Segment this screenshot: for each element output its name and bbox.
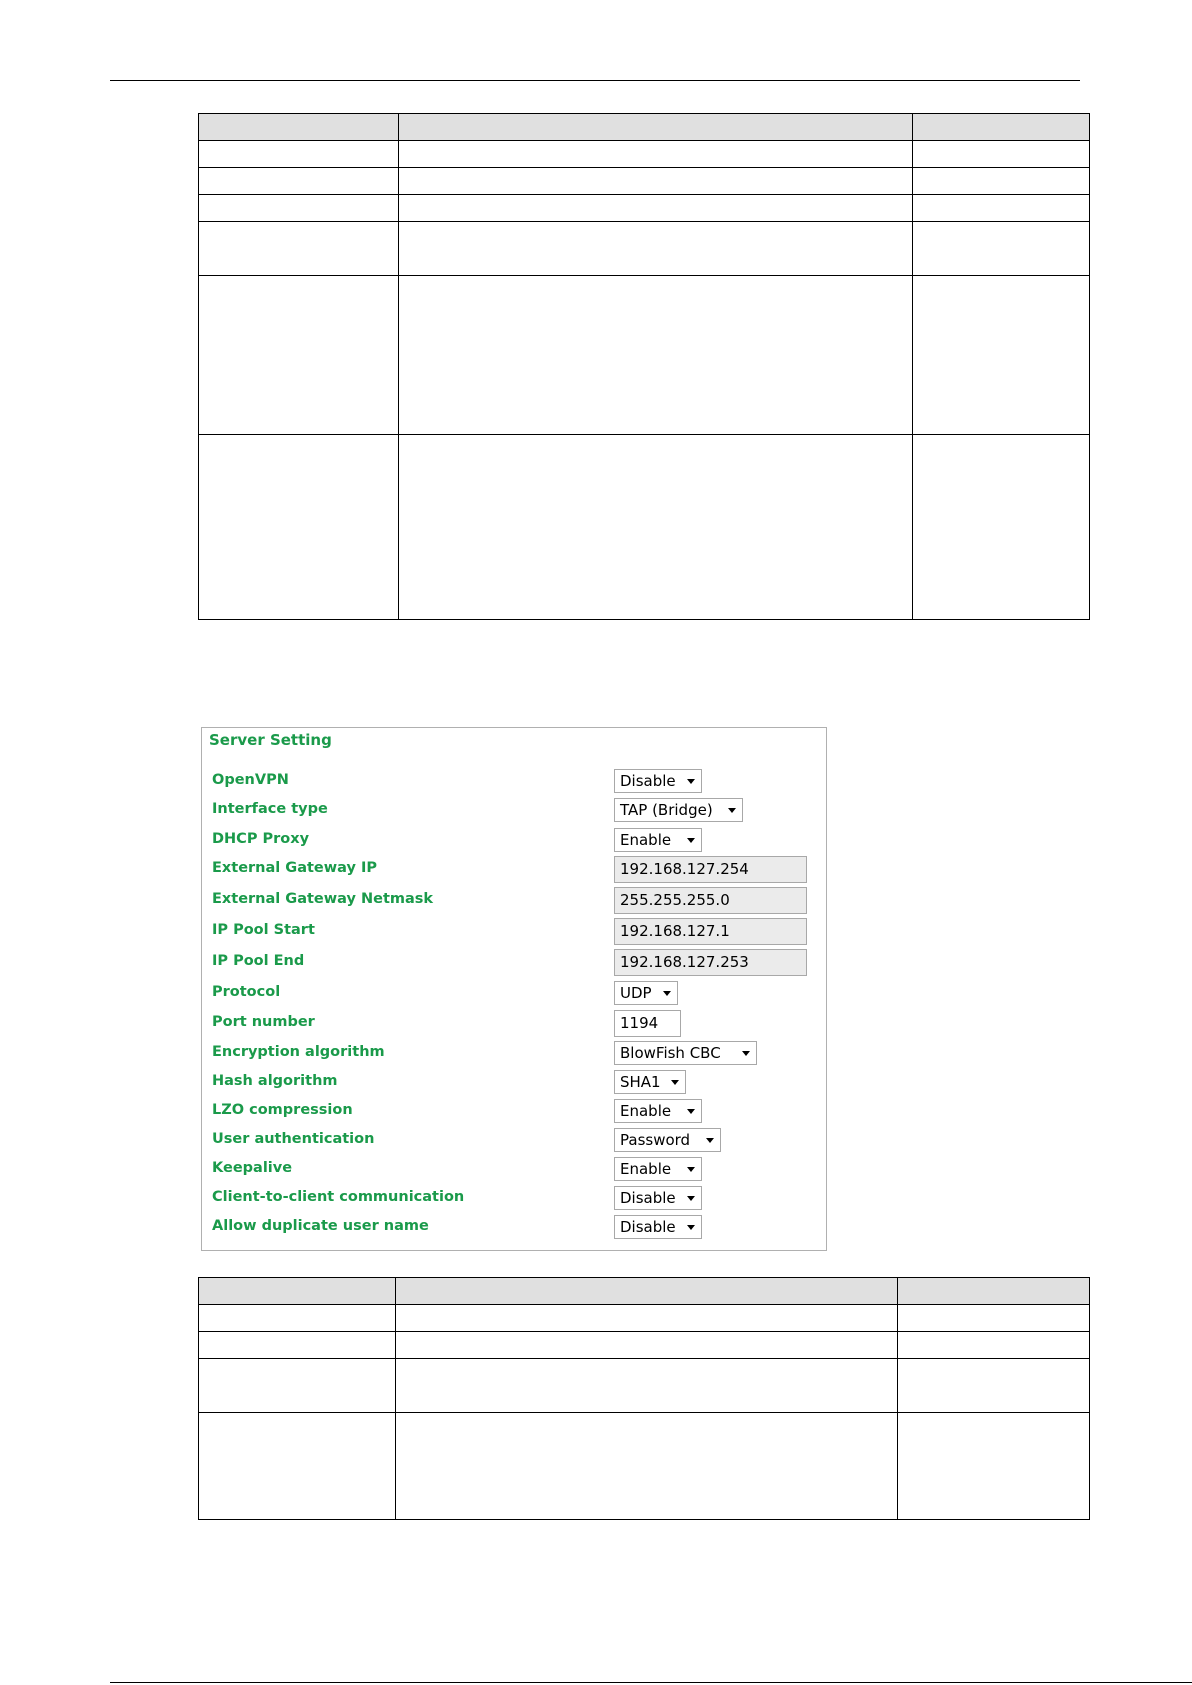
- ip-pool-start-label: IP Pool Start: [212, 922, 315, 938]
- footer-rule: [110, 1682, 1192, 1683]
- chevron-down-icon: [671, 1080, 679, 1085]
- table-row: [199, 1332, 1090, 1359]
- table-cell: [399, 195, 913, 222]
- port-number-value: 1194: [620, 1014, 659, 1032]
- chevron-down-icon: [687, 1196, 695, 1201]
- ip-pool-end-label: IP Pool End: [212, 953, 305, 969]
- table-row: [199, 435, 1090, 620]
- user-authentication-select[interactable]: [614, 1128, 721, 1152]
- table-cell: [399, 141, 913, 168]
- table-cell: [399, 222, 913, 276]
- table-row: [199, 276, 1090, 435]
- table-cell: [913, 222, 1090, 276]
- user-authentication-label: User authentication: [212, 1131, 375, 1147]
- table-header-row: [199, 114, 1090, 141]
- table-cell: [199, 195, 399, 222]
- dhcp-proxy-value: Enable: [620, 831, 672, 849]
- table-cell: [913, 435, 1090, 620]
- interface-type-label: Interface type: [212, 801, 328, 817]
- header-rule: [110, 80, 1080, 81]
- ip-pool-end-value: 192.168.127.253: [620, 953, 749, 971]
- external-gateway-ip-input[interactable]: [614, 856, 807, 883]
- table-cell: [913, 168, 1090, 195]
- chevron-down-icon: [687, 1167, 695, 1172]
- lzo-compression-select[interactable]: [614, 1099, 702, 1123]
- table-row: [199, 1305, 1090, 1332]
- settings-description-table-top: [198, 113, 1090, 620]
- encryption-algorithm-value: BlowFish CBC: [620, 1044, 721, 1062]
- keepalive-label: Keepalive: [212, 1160, 293, 1176]
- table-cell: [199, 1305, 396, 1332]
- hash-algorithm-value: SHA1: [620, 1073, 661, 1091]
- chevron-down-icon: [742, 1051, 750, 1056]
- external-gateway-ip-value: 192.168.127.254: [620, 860, 749, 878]
- table-cell: [396, 1359, 898, 1413]
- table-header-cell: [913, 114, 1090, 141]
- protocol-label: Protocol: [212, 984, 281, 1000]
- table-cell: [399, 276, 913, 435]
- allow-duplicate-user-name-label: Allow duplicate user name: [212, 1218, 429, 1234]
- external-gateway-netmask-value: 255.255.255.0: [620, 891, 730, 909]
- row-ip-pool-end: [202, 949, 826, 975]
- chevron-down-icon: [687, 1225, 695, 1230]
- table-cell: [898, 1359, 1090, 1413]
- lzo-compression-value: Enable: [620, 1102, 672, 1120]
- dhcp-proxy-select[interactable]: [614, 828, 702, 852]
- allow-duplicate-user-name-value: Disable: [620, 1218, 676, 1236]
- table-row: [199, 1359, 1090, 1413]
- openvpn-label: OpenVPN: [212, 772, 289, 788]
- external-gateway-ip-label: External Gateway IP: [212, 860, 378, 876]
- table-header-cell: [898, 1278, 1090, 1305]
- row-encryption-algorithm: [202, 1040, 826, 1066]
- table-cell: [898, 1332, 1090, 1359]
- chevron-down-icon: [687, 838, 695, 843]
- table-cell: [199, 168, 399, 195]
- port-number-input[interactable]: [614, 1010, 681, 1037]
- hash-algorithm-label: Hash algorithm: [212, 1073, 338, 1089]
- table-cell: [199, 276, 399, 435]
- openvpn-select[interactable]: [614, 769, 702, 793]
- table-header-cell: [199, 1278, 396, 1305]
- row-openvpn: [202, 768, 826, 794]
- table-cell: [199, 435, 399, 620]
- table-cell: [199, 141, 399, 168]
- table-cell: [396, 1413, 898, 1520]
- client-to-client-value: Disable: [620, 1189, 676, 1207]
- user-authentication-value: Password: [620, 1131, 691, 1149]
- encryption-algorithm-label: Encryption algorithm: [212, 1044, 385, 1060]
- chevron-down-icon: [687, 779, 695, 784]
- table-cell: [199, 1332, 396, 1359]
- table-cell: [913, 141, 1090, 168]
- client-to-client-label: Client-to-client communication: [212, 1189, 465, 1205]
- table-header-cell: [399, 114, 913, 141]
- table-header-row: [199, 1278, 1090, 1305]
- external-gateway-netmask-input[interactable]: [614, 887, 807, 914]
- row-external-gateway-ip: [202, 856, 826, 882]
- openvpn-value: Disable: [620, 772, 676, 790]
- table-cell: [399, 435, 913, 620]
- client-to-client-select[interactable]: [614, 1186, 702, 1210]
- row-port-number: [202, 1010, 826, 1036]
- table-cell: [898, 1413, 1090, 1520]
- table-cell: [199, 222, 399, 276]
- table-header-cell: [199, 114, 399, 141]
- table-cell: [199, 1413, 396, 1520]
- protocol-select[interactable]: [614, 981, 678, 1005]
- table-row: [199, 195, 1090, 222]
- server-setting-panel: [201, 727, 827, 1251]
- chevron-down-icon: [687, 1109, 695, 1114]
- table-cell: [396, 1332, 898, 1359]
- chevron-down-icon: [706, 1138, 714, 1143]
- table-cell: [913, 195, 1090, 222]
- row-hash-algorithm: [202, 1069, 826, 1095]
- table-cell: [396, 1305, 898, 1332]
- table-cell: [399, 168, 913, 195]
- lzo-compression-label: LZO compression: [212, 1102, 353, 1118]
- settings-description-table-bottom: [198, 1277, 1090, 1520]
- hash-algorithm-select[interactable]: [614, 1070, 686, 1094]
- chevron-down-icon: [728, 808, 736, 813]
- interface-type-select[interactable]: [614, 798, 743, 822]
- encryption-algorithm-select[interactable]: [614, 1041, 757, 1065]
- interface-type-value: TAP (Bridge): [620, 801, 713, 819]
- row-ip-pool-start: [202, 918, 826, 944]
- ip-pool-start-value: 192.168.127.1: [620, 922, 730, 940]
- allow-duplicate-user-name-select[interactable]: [614, 1215, 702, 1239]
- port-number-label: Port number: [212, 1014, 315, 1030]
- row-keepalive: [202, 1156, 826, 1182]
- ip-pool-start-input[interactable]: [614, 918, 807, 945]
- chevron-down-icon: [663, 991, 671, 996]
- keepalive-value: Enable: [620, 1160, 672, 1178]
- ip-pool-end-input[interactable]: [614, 949, 807, 976]
- external-gateway-netmask-label: External Gateway Netmask: [212, 891, 434, 907]
- table-cell: [913, 276, 1090, 435]
- row-user-authentication: [202, 1127, 826, 1153]
- table-row: [199, 141, 1090, 168]
- table-cell: [199, 1359, 396, 1413]
- protocol-value: UDP: [620, 984, 652, 1002]
- row-external-gateway-netmask: [202, 887, 826, 913]
- panel-title: Server Setting: [209, 731, 332, 749]
- table-row: [199, 168, 1090, 195]
- table-header-cell: [396, 1278, 898, 1305]
- table-row: [199, 222, 1090, 276]
- table-row: [199, 1413, 1090, 1520]
- row-protocol: [202, 980, 826, 1006]
- keepalive-select[interactable]: [614, 1157, 702, 1181]
- row-lzo-compression: [202, 1098, 826, 1124]
- row-dhcp-proxy: [202, 827, 826, 853]
- row-client-to-client: [202, 1185, 826, 1211]
- dhcp-proxy-label: DHCP Proxy: [212, 831, 310, 847]
- table-cell: [898, 1305, 1090, 1332]
- row-interface-type: [202, 797, 826, 823]
- row-allow-duplicate-user-name: [202, 1214, 826, 1240]
